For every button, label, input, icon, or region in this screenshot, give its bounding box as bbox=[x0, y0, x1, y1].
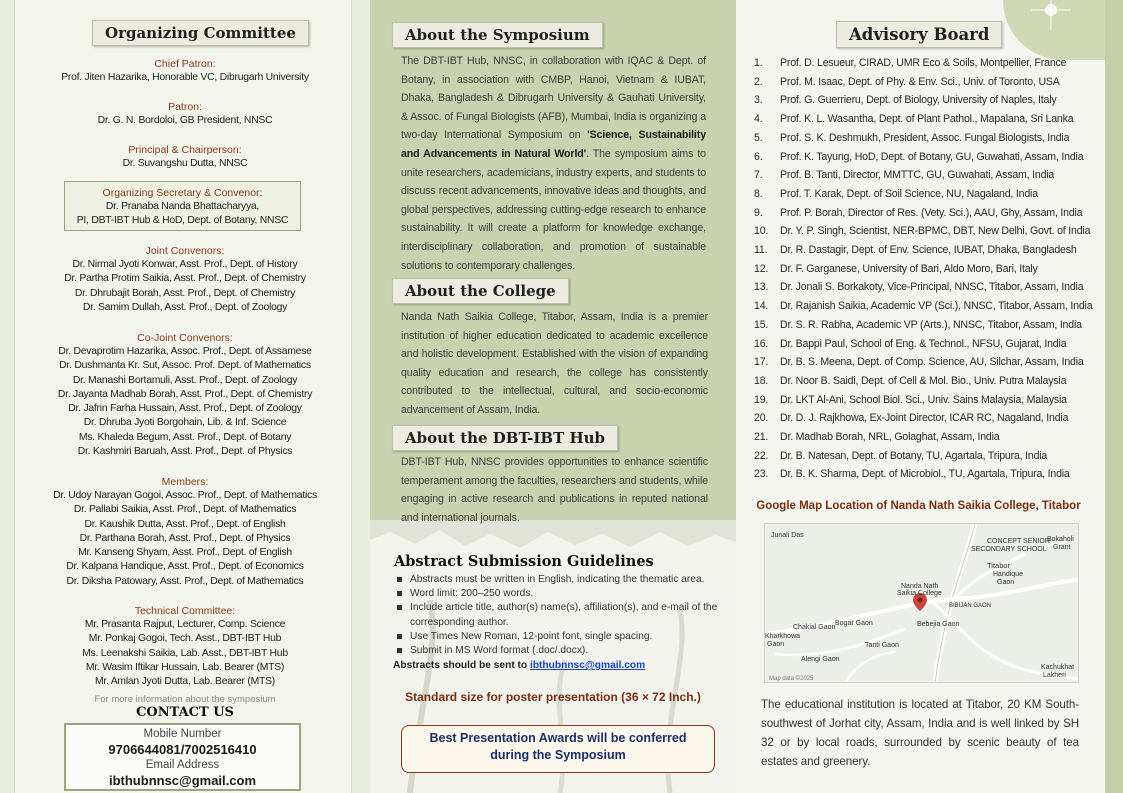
map-label: Alengi Gaon bbox=[801, 656, 840, 663]
advisory-member-number: 3. bbox=[754, 94, 763, 107]
mobile-label: Mobile Number bbox=[143, 728, 222, 740]
list-item: Dr. Dushmanta Kr. Sut, Assoc. Prof. Dept. of Mathematics bbox=[59, 360, 311, 372]
sparkle-icon bbox=[1031, 0, 1071, 30]
list-item: Dr. Udoy Narayan Gogoi, Assoc. Prof., Dept. of Mathematics bbox=[53, 490, 317, 501]
advisory-member-number: 6. bbox=[754, 150, 763, 163]
list-item: Dr. Diksha Patowary, Asst. Prof., Dept. of Mathematics bbox=[66, 575, 304, 587]
advisory-member-name: Dr. Rajanish Saikia, Academic VP (Sci.), NNSC, Titabor, Assam, India bbox=[780, 300, 1093, 313]
list-item: Mr. Kanseng Shyam, Asst. Prof., Dept. of English bbox=[78, 547, 292, 559]
advisory-member bbox=[754, 129, 1104, 148]
chief-patron-title: Chief Patron: bbox=[154, 58, 216, 70]
advisory-member-name: Prof. K. L. Wasantha, Dept. of Plant Pathol., Mapalana, Sri Lanka bbox=[780, 113, 1074, 126]
chief-patron-name: Prof. Jiten Hazarika, Honorable VC, Dibrugarh University bbox=[61, 72, 309, 83]
advisory-member-number: 17. bbox=[754, 356, 769, 369]
principal-title: Principal & Chairperson: bbox=[128, 144, 242, 156]
advisory-member-number: 21. bbox=[754, 431, 769, 444]
college-text: Nanda Nath Saikia College, Titabor, Assam, India is a premier institution of higher education dedicated to academic excellence and holistic development. Established with the vision of expanding quality education and research, the college has consistently contributed to the intellectual, cultural, and socio-economic advancement of Assam, India. bbox=[401, 311, 708, 416]
advisory-member-number: 2. bbox=[754, 75, 763, 88]
co-joint-convenors-title: Co-Joint Convenors: bbox=[137, 332, 233, 344]
advisory-member-name: Dr. Jonali S. Borkakoty, Vice-Principal, NNSC, Titabor, Assam, India bbox=[780, 281, 1084, 294]
secretary-title: Organizing Secretary & Convenor: bbox=[102, 187, 263, 199]
advisory-member-number: 1. bbox=[754, 57, 763, 69]
email-label: Email Address bbox=[145, 759, 220, 771]
list-item: Include article title, author(s) name(s), affiliation(s), and e-mail of the corresponding author. bbox=[394, 601, 724, 629]
list-item: Dr. Devaprotim Hazarika, Assoc. Prof., Dept. of Assamese bbox=[58, 346, 312, 357]
advisory-member-name: Prof. M. Isaac, Dept. of Phy. & Env. Sci., Univ. of Toronto, USA bbox=[780, 75, 1060, 88]
advisory-member bbox=[754, 372, 1104, 391]
advisory-member-name: Dr. R. Dastagir, Dept. of Env. Science, IUBAT, Dhaka, Bangladesh bbox=[780, 244, 1077, 257]
advisory-member-name: Dr. LKT Al-Ani, School Biol. Sci., Univ. Sains Malaysia, Malaysia bbox=[780, 393, 1067, 406]
patron-name: Dr. G. N. Bordoloi, GB President, NNSC bbox=[97, 115, 273, 126]
hub-text: DBT-IBT Hub, NNSC provides opportunities to enhance scientific temperament among the faculties, researchers and students, while engaging in active research and publications in reputed national and international journals. bbox=[401, 456, 708, 524]
advisory-member bbox=[754, 297, 1104, 316]
abstract-guidelines bbox=[394, 573, 724, 658]
advisory-member-name: Prof. P. Borah, Director of Res. (Vety. Sci.), AAU, Ghy, Assam, India bbox=[780, 206, 1083, 219]
list-item: Word limit: 200–250 words. bbox=[394, 587, 724, 601]
advisory-member bbox=[754, 447, 1104, 466]
list-item: Mr. Amlan Jyoti Dutta, Lab. Bearer (MTS) bbox=[95, 676, 275, 688]
members-section bbox=[0, 475, 370, 589]
joint-convenors-section bbox=[0, 244, 370, 315]
symposium-title: About the Symposium bbox=[392, 22, 603, 48]
map-label: CONCEPT SENIOR bbox=[987, 538, 1050, 545]
advisory-member-name: Dr. Y. P. Singh, Scientist, NER-BPMC, DBT, New Delhi, Govt. of India bbox=[780, 225, 1091, 238]
mobile-number[interactable]: 9706644081/7002516410 bbox=[108, 742, 257, 757]
advisory-member bbox=[754, 391, 1104, 410]
map-label: SECONDARY SCHOOL bbox=[971, 546, 1047, 553]
symposium-text-b: . The symposium aims to unite researchers, academicians, industry experts, and students to discuss recent advancements, innovative ideas and thoughts, and global perspectives, addressing cutting-edge research to enhance sustainability. It will create a platform for knowledge exchange, interdisciplinary collaboration, and promotion of sustainable solutions to contemporary challenges. bbox=[401, 147, 706, 272]
email-address[interactable]: ibthubnnsc@gmail.com bbox=[108, 773, 257, 788]
map-view[interactable] bbox=[764, 523, 1079, 683]
patron-section bbox=[0, 100, 370, 128]
advisory-member bbox=[754, 278, 1104, 297]
advisory-member bbox=[754, 222, 1104, 241]
map-label: Lakheri bbox=[1043, 672, 1066, 679]
map-label: Grant bbox=[1053, 544, 1071, 551]
joint-convenors-title: Joint Convenors: bbox=[145, 245, 225, 257]
symposium-text-a: The DBT-IBT Hub, NNSC, in collaboration with IQAC & Dept. of Botany, in association with CMBP, Hanoi, Vietnam & IUBAT, Dhaka, Bangladesh & Dibrugarh University & Gauhati University, & Assoc. of Fungal Biologists (AFB), Mumbai, India is organizing a two-day International Symposium on bbox=[401, 55, 706, 142]
advisory-member-number: 20. bbox=[754, 412, 769, 425]
map-label: Nanda Nath bbox=[901, 583, 939, 590]
list-item: Dr. Nirmal Jyoti Konwar, Asst. Prof., Dept. of History bbox=[72, 259, 298, 270]
advisory-member-name: Dr. Madhab Borah, NRL, Golaghat, Assam, India bbox=[780, 431, 1000, 444]
list-item: Dr. Kaushik Dutta, Asst. Prof., Dept. of English bbox=[84, 518, 286, 530]
list-item: Dr. Jafrin Farha Hussain, Asst. Prof., Dept. of Zoology bbox=[68, 403, 302, 415]
advisory-member-name: Dr. B. S. Meena, Dept. of Comp. Science, AU, Silchar, Assam, India bbox=[780, 356, 1084, 369]
advisory-list bbox=[754, 54, 1104, 484]
advisory-member-number: 7. bbox=[754, 169, 763, 182]
list-item: Submit in MS Word format (.doc/.docx). bbox=[394, 644, 724, 658]
list-item: Dr. Parthana Borah, Asst. Prof., Dept. of Physics bbox=[79, 532, 291, 544]
hub-title: About the DBT-IBT Hub bbox=[392, 425, 618, 451]
advisory-member-number: 13. bbox=[754, 281, 769, 294]
advisory-member bbox=[754, 335, 1104, 354]
secretary-name: Dr. Pranaba Nanda Bhattacharyya, bbox=[105, 201, 260, 212]
map-label: Kharkhowa bbox=[765, 633, 801, 640]
list-item: Abstracts must be written in English, indicating the thematic area. bbox=[394, 573, 724, 587]
patron-title: Patron: bbox=[168, 101, 202, 113]
list-item: Dr. Kalpana Handique, Asst. Prof., Dept. of Economics bbox=[66, 561, 304, 573]
symposium-text bbox=[401, 52, 706, 275]
advisory-member bbox=[754, 110, 1104, 129]
advisory-member bbox=[754, 316, 1104, 335]
advisory-member-number: 19. bbox=[754, 393, 769, 406]
advisory-member-number: 8. bbox=[754, 187, 763, 200]
advisory-member-name: Prof. G. Guerrieru, Dept. of Biology, University of Naples, Italy bbox=[780, 94, 1057, 107]
list-item: Ms. Khaleda Begum, Asst. Prof., Dept. of Botany bbox=[78, 431, 292, 443]
list-item: Mr. Prasanta Rajput, Lecturer, Comp. Science bbox=[84, 619, 286, 630]
advisory-member-name: Prof. T. Karak, Dept. of Soil Science, NU, Nagaland, India bbox=[780, 187, 1038, 200]
list-item: Mr. Wasim Iftikar Hussain, Lab. Bearer (MTS) bbox=[85, 661, 285, 673]
advisory-member-number: 22. bbox=[754, 449, 769, 462]
advisory-member-number: 4. bbox=[754, 113, 763, 126]
symposium-text-bold: 'Science, Sustainability and Advancements in Natural World' bbox=[401, 129, 706, 160]
advisory-member bbox=[754, 260, 1104, 279]
list-item: Dr. Kashmiri Baruah, Asst. Prof., Dept. of Physics bbox=[77, 446, 293, 458]
map-attribution: Map data ©2025 bbox=[769, 676, 814, 682]
advisory-member bbox=[754, 428, 1104, 447]
list-item: Dr. Manashi Bortamuli, Asst. Prof., Dept. of Zoology bbox=[72, 374, 298, 386]
map-label: Bokaholi bbox=[1047, 536, 1074, 543]
advisory-member-number: 15. bbox=[754, 318, 769, 331]
advisory-member-name: Dr. Noor B. Saidi, Dept. of Cell & Mol. Bio., Univ. Putra Malaysia bbox=[780, 374, 1067, 387]
advisory-member-number: 11. bbox=[754, 244, 768, 257]
map-label: Kachukhat bbox=[1041, 664, 1075, 671]
list-item: Dr. Dhruba Jyoti Borgohain, Lib. & Inf. Science bbox=[83, 417, 287, 429]
principal-name: Dr. Suvangshu Dutta, NNSC bbox=[122, 158, 248, 169]
chief-patron-section bbox=[0, 57, 370, 85]
list-item: Use Times New Roman, 12-point font, single spacing. bbox=[394, 630, 724, 644]
map-label: Gaon bbox=[767, 641, 785, 648]
abstract-send-label: Abstracts should be sent to bbox=[393, 660, 530, 671]
list-item: Dr. Partha Protim Saikia, Asst. Prof., Dept. of Chemistry bbox=[64, 273, 306, 285]
map-label: Handique bbox=[993, 571, 1023, 578]
advisory-member bbox=[754, 409, 1104, 428]
list-item: Dr. Pallabi Saikia, Asst. Prof., Dept. of Mathematics bbox=[73, 504, 297, 516]
technical-section bbox=[0, 604, 370, 689]
advisory-member-name: Dr. F. Garganese, University of Bari, Aldo Moro, Bari, Italy bbox=[780, 262, 1038, 275]
committee-title: Organizing Committee bbox=[92, 20, 309, 46]
map-label: Bogar Gaon bbox=[835, 620, 873, 627]
advisory-member bbox=[754, 73, 1104, 92]
award-box: Best Presentation Awards will be conferred during the Symposium bbox=[401, 725, 715, 773]
advisory-member-number: 14. bbox=[754, 300, 769, 313]
map-description: The educational institution is located at Titabor, 20 KM South-southwest of Jorhat city, Assam, India and is well linked by SH 32 or by local roads, surrounded by scenic beauty of tea estates and greenery. bbox=[761, 698, 1079, 768]
advisory-member bbox=[754, 166, 1104, 185]
advisory-member bbox=[754, 241, 1104, 260]
map-label: BIBIJAN GAON bbox=[949, 603, 992, 609]
advisory-member-name: Dr. D. J. Rajkhowa, Ex-Joint Director, ICAR RC, Nagaland, India bbox=[780, 412, 1069, 425]
map-title: Google Map Location of Nanda Nath Saikia College, Titabor bbox=[756, 500, 1081, 512]
advisory-member-number: 10. bbox=[754, 225, 769, 238]
advisory-member-number: 9. bbox=[754, 206, 763, 219]
advisory-member bbox=[754, 54, 1104, 73]
list-item: Mr. Ponkaj Gogoi, Tech. Asst., DBT-IBT Hub bbox=[88, 633, 282, 645]
advisory-member-name: Prof. D. Lesueur, CIRAD, UMR Eco & Soils, Montpellier, France bbox=[780, 57, 1067, 69]
abstract-send bbox=[393, 660, 645, 671]
advisory-title: Advisory Board bbox=[836, 21, 1002, 48]
secretary-affiliation: PI, DBT-IBT Hub & HoD, Dept. of Botany, NNSC bbox=[76, 215, 289, 227]
advisory-member-name: Dr. B. Natesan, Dept. of Botany, TU, Agartala, Tripura, India bbox=[780, 449, 1048, 462]
advisory-member-name: Prof. K. Tayung, HoD, Dept. of Botany, GU, Guwahati, Assam, India bbox=[780, 150, 1084, 163]
map-label: Junali Das bbox=[771, 532, 804, 539]
advisory-member-name: Dr. S. R. Rabha, Academic VP (Arts.), NNSC, Titabor, Assam, India bbox=[780, 318, 1082, 331]
list-item: Dr. Samim Dullah, Asst. Prof., Dept. of Zoology bbox=[82, 301, 288, 313]
advisory-member-number: 12. bbox=[754, 262, 769, 275]
list-item: Dr. Jayanta Madhab Borah, Asst. Prof., Dept. of Chemistry bbox=[57, 388, 313, 400]
advisory-member-number: 18. bbox=[754, 374, 769, 387]
map-label: Saikia College bbox=[897, 590, 942, 597]
advisory-member-number: 23. bbox=[754, 468, 769, 481]
advisory-member bbox=[754, 148, 1104, 167]
contact-title: CONTACT US bbox=[136, 705, 234, 720]
poster-size-note: Standard size for poster presentation (36 × 72 Inch.) bbox=[405, 690, 701, 704]
advisory-member-name: Dr. Bappi Paul, School of Eng. & Technol., NFSU, Gujarat, India bbox=[780, 337, 1067, 350]
advisory-member bbox=[754, 204, 1104, 223]
abstract-email-link[interactable]: ibthubnnsc@gmail.com bbox=[529, 660, 646, 671]
right-edge bbox=[1105, 0, 1123, 793]
technical-title: Technical Committee: bbox=[134, 605, 236, 617]
map-label: Chakial Gaon bbox=[793, 624, 836, 631]
advisory-member bbox=[754, 91, 1104, 110]
advisory-member-number: 16. bbox=[754, 337, 769, 350]
advisory-member-name: Prof. B. Tanti, Director, MMTTC, GU, Guwahati, Assam, India bbox=[780, 169, 1055, 182]
map-label: Bebejia Gaon bbox=[917, 621, 960, 628]
secretary-box bbox=[64, 181, 301, 231]
advisory-member-name: Prof. S. K. Deshmukh, President, Assoc. Fungal Biologists, India bbox=[780, 131, 1070, 144]
list-item: Dr. Dhrubajit Borah, Asst. Prof., Dept. of Chemistry bbox=[74, 287, 296, 299]
list-item: Ms. Leenakshi Saikia, Lab. Asst., DBT-IBT Hub bbox=[82, 647, 288, 659]
map-label: Titabor bbox=[987, 561, 1011, 570]
advisory-member-name: Dr. B. K. Sharma, Dept. of Microbiol., TU, Agartala, Tripura, India bbox=[780, 468, 1070, 481]
advisory-member bbox=[754, 353, 1104, 372]
advisory-member-number: 5. bbox=[754, 131, 763, 144]
advisory-member bbox=[754, 185, 1104, 204]
contact-box bbox=[64, 723, 301, 791]
abstract-title: Abstract Submission Guidelines bbox=[394, 553, 654, 570]
contact-note: For more information about the symposium bbox=[94, 694, 276, 705]
college-title: About the College bbox=[392, 278, 569, 304]
members-title: Members: bbox=[161, 476, 209, 488]
advisory-member bbox=[754, 465, 1104, 484]
principal-section bbox=[0, 143, 370, 171]
co-joint-convenors-section bbox=[0, 331, 370, 459]
map-label: Gaon bbox=[997, 579, 1015, 586]
map-label: Tanti Gaon bbox=[865, 642, 899, 649]
